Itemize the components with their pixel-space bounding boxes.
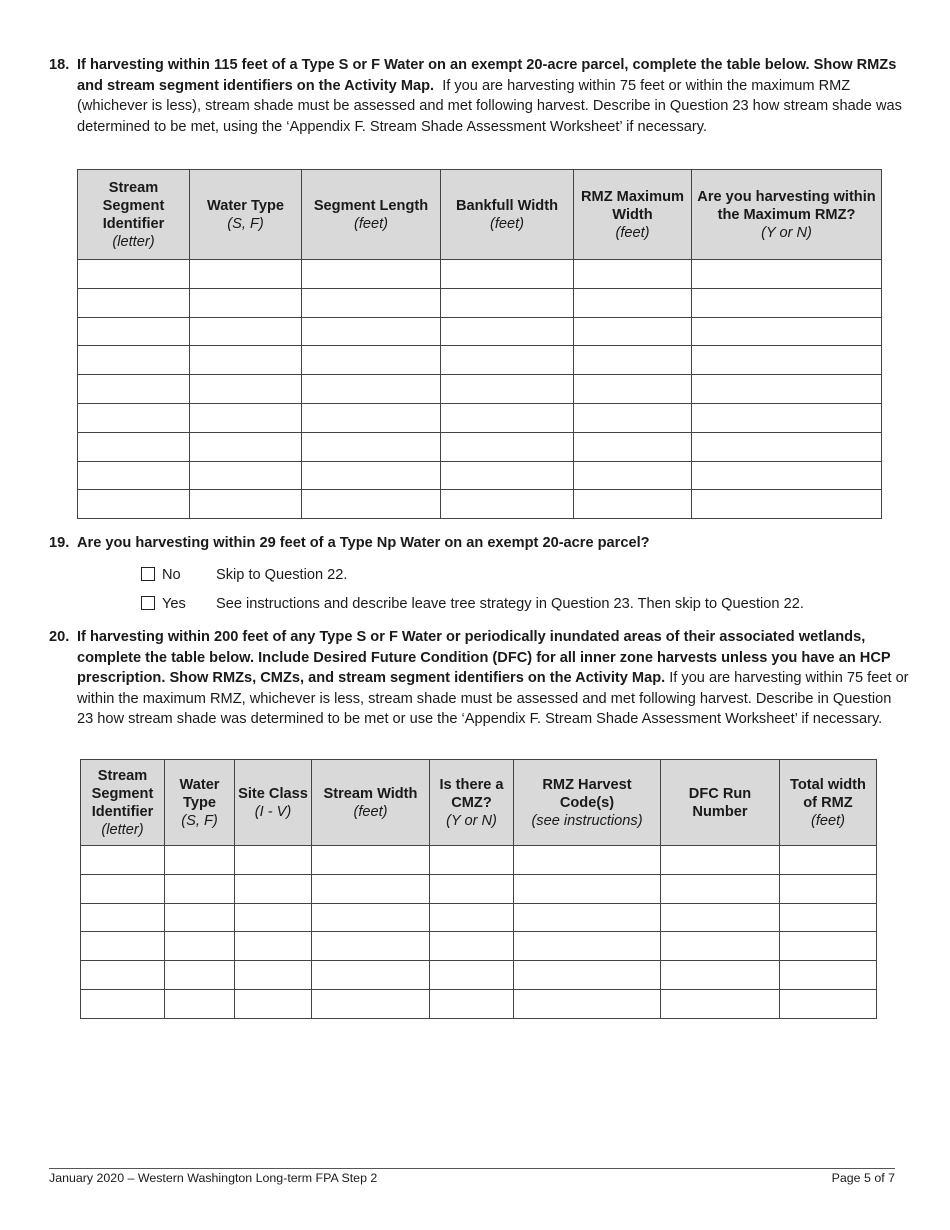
table-body — [81, 846, 877, 1019]
col-header-stream-segment-identifier: Stream Segment Identifier (letter) — [81, 760, 165, 846]
yes-checkbox[interactable] — [141, 596, 155, 610]
col-header-rmz-harvest-codes: RMZ Harvest Code(s) (see instructions) — [514, 760, 661, 846]
table-row — [81, 961, 877, 990]
table-cell-input[interactable] — [235, 961, 312, 990]
table-cell-input[interactable] — [692, 346, 882, 375]
table-row — [78, 461, 882, 490]
table-row — [81, 846, 877, 875]
table-cell-input[interactable] — [78, 490, 190, 519]
table-cell-input[interactable] — [692, 490, 882, 519]
col-header-bankfull-width: Bankfull Width (feet) — [441, 170, 574, 260]
table-row — [78, 346, 882, 375]
table-cell-input[interactable] — [574, 346, 692, 375]
option-label: Yes — [162, 596, 186, 612]
table-row — [81, 932, 877, 961]
table-cell-input[interactable] — [780, 989, 877, 1018]
table-cell-input[interactable] — [574, 490, 692, 519]
option-description: Skip to Question 22. — [216, 567, 348, 583]
table-cell-input[interactable] — [312, 961, 430, 990]
table-cell-input[interactable] — [692, 461, 882, 490]
table-cell-input[interactable] — [165, 989, 235, 1018]
table-cell-input[interactable] — [514, 903, 661, 932]
table-cell-input[interactable] — [574, 260, 692, 289]
col-header-water-type: Water Type (S, F) — [165, 760, 235, 846]
table-cell-input[interactable] — [514, 846, 661, 875]
table-cell-input[interactable] — [78, 317, 190, 346]
table-cell-input[interactable] — [514, 961, 661, 990]
col-header-water-type: Water Type (S, F) — [190, 170, 302, 260]
table-row — [78, 490, 882, 519]
table-cell-input[interactable] — [235, 874, 312, 903]
table-cell-input[interactable] — [190, 346, 302, 375]
table-cell-input[interactable] — [302, 490, 441, 519]
col-header-site-class: Site Class (I - V) — [235, 760, 312, 846]
table-row — [81, 903, 877, 932]
table-cell-input[interactable] — [692, 375, 882, 404]
table-cell-input[interactable] — [430, 903, 514, 932]
table-cell-input[interactable] — [780, 903, 877, 932]
table-header-row — [81, 760, 877, 846]
table-cell-input[interactable] — [78, 288, 190, 317]
table-cell-input[interactable] — [165, 961, 235, 990]
footer-divider — [49, 1168, 895, 1169]
table-cell-input[interactable] — [661, 932, 780, 961]
table-cell-input[interactable] — [81, 903, 165, 932]
table-cell-input[interactable] — [78, 346, 190, 375]
rmz-harvest-table — [80, 759, 877, 1019]
table-cell-input[interactable] — [235, 846, 312, 875]
table-cell-input[interactable] — [78, 432, 190, 461]
footer-left-text: January 2020 – Western Washington Long-term FPA Step 2 — [49, 1171, 378, 1185]
table-cell-input[interactable] — [441, 346, 574, 375]
table-cell-input[interactable] — [190, 260, 302, 289]
col-header-stream-segment-identifier: Stream Segment Identifier (letter) — [78, 170, 190, 260]
table-cell-input[interactable] — [235, 932, 312, 961]
table-cell-input[interactable] — [302, 432, 441, 461]
table-row — [81, 989, 877, 1018]
table-cell-input[interactable] — [235, 903, 312, 932]
col-header-rmz-maximum-width: RMZ Maximum Width (feet) — [574, 170, 692, 260]
table-cell-input[interactable] — [190, 490, 302, 519]
table-cell-input[interactable] — [235, 989, 312, 1018]
table-cell-input[interactable] — [312, 846, 430, 875]
table-cell-input[interactable] — [574, 432, 692, 461]
table-cell-input[interactable] — [780, 846, 877, 875]
table-cell-input[interactable] — [165, 874, 235, 903]
table-cell-input[interactable] — [165, 903, 235, 932]
table-cell-input[interactable] — [780, 932, 877, 961]
table-cell-input[interactable] — [661, 903, 780, 932]
question-plain-text: If you are harvesting within 75 feet or within the maximum RMZ (whichever is less), stream shade must be assessed and met following harvest. Describe in Question 23 how stream shade was determined to be met, using the ‘Appendix F. Stream Shade Assessment Worksheet’ if necessary. — [77, 77, 902, 135]
question-number: 19. — [49, 535, 70, 551]
table-cell-input[interactable] — [81, 874, 165, 903]
table-cell-input[interactable] — [661, 874, 780, 903]
question-plain-text: If you are harvesting within 75 feet or within the maximum RMZ, whichever is less, stream shade must be assessed and met following harvest. Describe in Question 23 how stream shade was determined to be met or use the ‘Appendix F. Stream Shade Assessment Worksheet’ if necessary. — [77, 670, 909, 727]
question-text — [77, 627, 909, 730]
option-label: No — [162, 567, 181, 583]
no-checkbox[interactable] — [141, 567, 155, 581]
table-cell-input[interactable] — [190, 403, 302, 432]
table-cell-input[interactable] — [441, 375, 574, 404]
col-header-dfc-run-number: DFC Run Number — [661, 760, 780, 846]
table-cell-input[interactable] — [302, 317, 441, 346]
table-cell-input[interactable] — [430, 874, 514, 903]
table-header-row — [78, 170, 882, 260]
table-cell-input[interactable] — [190, 288, 302, 317]
table-cell-input[interactable] — [81, 846, 165, 875]
table-cell-input[interactable] — [514, 932, 661, 961]
table-cell-input[interactable] — [514, 989, 661, 1018]
question-18 — [49, 55, 909, 137]
table-cell-input[interactable] — [661, 846, 780, 875]
table-cell-input[interactable] — [692, 432, 882, 461]
question-20 — [49, 627, 909, 730]
table-cell-input[interactable] — [441, 403, 574, 432]
table-row — [78, 288, 882, 317]
table-cell-input[interactable] — [430, 961, 514, 990]
table-cell-input[interactable] — [190, 375, 302, 404]
table-cell-input[interactable] — [312, 932, 430, 961]
table-cell-input[interactable] — [78, 260, 190, 289]
table-row — [78, 432, 882, 461]
question-number: 20. — [49, 629, 70, 645]
col-header-harvesting-within-max-rmz: Are you harvesting within the Maximum RMZ? (Y or N) — [692, 170, 882, 260]
table-cell-input[interactable] — [78, 403, 190, 432]
table-cell-input[interactable] — [430, 932, 514, 961]
table-cell-input[interactable] — [81, 989, 165, 1018]
col-header-stream-width: Stream Width (feet) — [312, 760, 430, 846]
table-cell-input[interactable] — [441, 317, 574, 346]
table-cell-input[interactable] — [302, 260, 441, 289]
table-cell-input[interactable] — [514, 874, 661, 903]
table-cell-input[interactable] — [574, 375, 692, 404]
table-cell-input[interactable] — [81, 932, 165, 961]
table-cell-input[interactable] — [302, 288, 441, 317]
table-cell-input[interactable] — [312, 989, 430, 1018]
table-cell-input[interactable] — [430, 846, 514, 875]
table-cell-input[interactable] — [692, 317, 882, 346]
table-cell-input[interactable] — [302, 461, 441, 490]
stream-rmz-table — [77, 169, 882, 519]
option-description: See instructions and describe leave tree strategy in Question 23. Then skip to Question 22. — [216, 596, 804, 612]
table-cell-input[interactable] — [574, 288, 692, 317]
page-number: Page 5 of 7 — [831, 1171, 895, 1185]
question-bold-text: Are you harvesting within 29 feet of a Type Np Water on an exempt 20-acre parcel? — [77, 535, 650, 551]
table-cell-input[interactable] — [165, 932, 235, 961]
table-cell-input[interactable] — [661, 961, 780, 990]
col-header-segment-length: Segment Length (feet) — [302, 170, 441, 260]
table-row — [81, 874, 877, 903]
table-cell-input[interactable] — [574, 461, 692, 490]
table-row — [78, 317, 882, 346]
table-cell-input[interactable] — [661, 989, 780, 1018]
table-cell-input[interactable] — [312, 903, 430, 932]
table-cell-input[interactable] — [190, 461, 302, 490]
question-text — [77, 55, 909, 137]
table-cell-input[interactable] — [441, 432, 574, 461]
table-cell-input[interactable] — [692, 403, 882, 432]
question-number: 18. — [49, 57, 70, 73]
table-cell-input[interactable] — [302, 403, 441, 432]
table-cell-input[interactable] — [574, 403, 692, 432]
table-cell-input[interactable] — [441, 288, 574, 317]
table-cell-input[interactable] — [692, 260, 882, 289]
table-row — [78, 375, 882, 404]
table-row — [78, 260, 882, 289]
table-cell-input[interactable] — [302, 346, 441, 375]
table-cell-input[interactable] — [780, 874, 877, 903]
table-cell-input[interactable] — [430, 989, 514, 1018]
table-cell-input[interactable] — [692, 288, 882, 317]
table-cell-input[interactable] — [441, 260, 574, 289]
table-row — [78, 403, 882, 432]
table-body — [78, 260, 882, 519]
table-cell-input[interactable] — [78, 375, 190, 404]
table-cell-input[interactable] — [312, 874, 430, 903]
table-cell-input[interactable] — [441, 461, 574, 490]
col-header-total-width-of-rmz: Total width of RMZ (feet) — [780, 760, 877, 846]
question-19 — [49, 533, 909, 554]
question-text — [77, 533, 909, 554]
col-header-is-there-cmz: Is there a CMZ? (Y or N) — [430, 760, 514, 846]
table-cell-input[interactable] — [441, 490, 574, 519]
table-cell-input[interactable] — [574, 317, 692, 346]
table-cell-input[interactable] — [81, 961, 165, 990]
table-cell-input[interactable] — [780, 961, 877, 990]
table-cell-input[interactable] — [78, 461, 190, 490]
table-cell-input[interactable] — [165, 846, 235, 875]
table-cell-input[interactable] — [190, 317, 302, 346]
question-bold-text: If harvesting within 115 feet of a Type S or F Water on an exempt 20-acre parcel, complete the table below. Show RMZs and stream segment identifiers on the Activity Map. — [77, 57, 897, 94]
table-cell-input[interactable] — [190, 432, 302, 461]
table-cell-input[interactable] — [302, 375, 441, 404]
question-bold-text: If harvesting within 200 feet of any Type S or F Water or periodically inundated areas of their associated wetlands, complete the table below. Include Desired Future Condition (DFC) for all inner zone harvests unless you have an HCP prescription. Show RMZs, CMZs, and stream segment identifiers on the Activity Map. — [77, 629, 891, 686]
